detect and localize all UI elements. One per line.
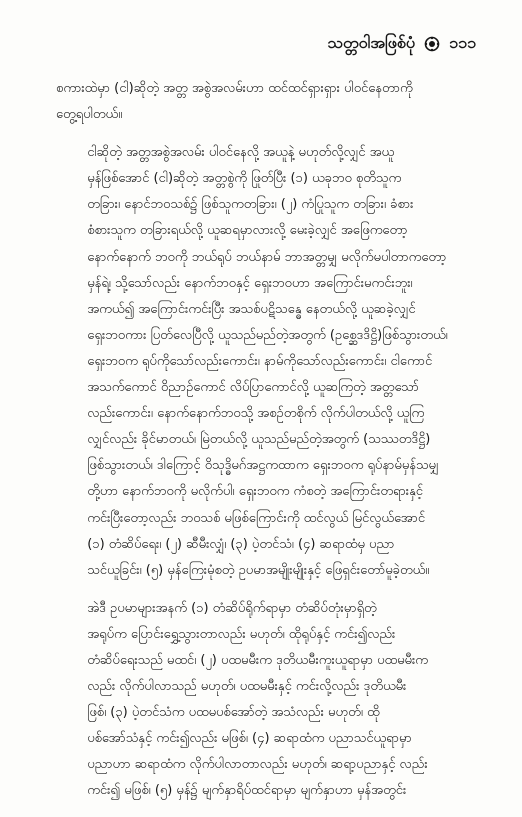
text-line: လည်းကောင်း၊ နောက်နောက်ဘဝသို့ အစဉ်တစိုက် လိုက်ပါတယ်လို့ ယူကြ — [87, 406, 425, 422]
flower-ornament-icon — [424, 36, 440, 52]
text-line: တံဆိပ်ရေးသည် မထင်၊ (၂) ပထမမီးက ဒုတိယမီးကူးယူရာမှာ ပထမမီးက — [87, 652, 428, 668]
text-line: ငါဆိုတဲ့ အတ္တအစွဲအလမ်း ပါဝင်နေလို့ အယူနဲ့ မဟုတ်လို့လျှင် အယူ — [87, 145, 395, 161]
text-line: မှန်ဖြစ်အောင် (ငါ)ဆိုတဲ့ အတ္တစွဲကို ဖြုတ်ပြီး (၁) ယခုဘဝ စုတိသူက — [87, 171, 402, 187]
text-line: ပညာဟာ ဆရာထံက လိုက်ပါလာတာလည်း မဟုတ်၊ ဆရာ့ပညာနှင့် လည်း — [87, 757, 428, 773]
text-line: တို့ဟာ နောက်ဘဝကို မလိုက်ပါ၊ ရှေးဘဝက ကံစတဲ့ အကြောင်းတရားနှင့် — [87, 484, 424, 500]
body-text — [56, 76, 476, 817]
text-line: ရှေးဘဝက ရုပ်ကိုသော်လည်းကောင်း၊ နာမ်ကိုသော်လည်းကောင်း၊ ငါကောင် — [87, 353, 433, 369]
text-line: ကင်းပြီးတော့လည်း ဘဝသစ် မဖြစ်ကြောင်းကို ထင်လွယ် မြင်လွယ်အောင် — [87, 510, 426, 526]
text-line: အကယ်၍ အကြောင်းကင်းပြီး အသစ်ပဋိသန္ဓေ နေတယ်လို့ ယူဆခဲ့လျှင် — [87, 301, 416, 317]
paragraph — [56, 596, 476, 805]
text-line: ပစ်အော်သံနှင့် ကင်း၍လည်း မဖြစ်၊ (၄) ဆရာထံက ပညာသင်ယူရာမှာ — [87, 731, 412, 747]
text-line: စကားထဲမှာ (ငါ)ဆိုတဲ့ အတ္တ အစွဲအလမ်းဟာ ထင်ထင်ရှားရှား ပါဝင်နေတာကို — [56, 81, 413, 96]
text-line: အသက်ကောင် ဝိညာဉ်ကောင် လိပ်ပြာကောင်လို့ ယူဆကြတဲ့ အတ္တသော် — [87, 380, 419, 396]
text-line: ကင်း၍ မဖြစ်၊ (၅) မှန်၌ မျက်နှာရိပ်ထင်ရာမှာ မျက်နှာဟာ မှန်အတွင်း — [87, 783, 407, 799]
text-line: စံစားသူက တခြားရယ်လို့ ယူဆရမှာလားလို့ မေးခဲ့လျှင် အဖြေကတော့ — [87, 223, 408, 239]
text-line: မှန်ရဲ့၊ သို့သော်လည်း နောက်ဘဝနှင့် ရှေးဘဝဟာ အကြောင်းမကင်းဘူး၊ — [87, 275, 413, 291]
running-header — [328, 32, 476, 56]
text-line: လည်း လိုက်ပါလာသည် မဟုတ်၊ ပထမမီးနှင့် ကင်းလို့လည်း ဒုတိယမီး — [87, 679, 407, 695]
text-line: သင်ယူခြင်း၊ (၅) မှန်ကြေးမုံစတဲ့ ဥပမာအမျိုးမျိုးနှင့် ဖြေရှင်းတော်မူခဲ့တယ်။ — [87, 562, 430, 578]
text-line: တွေ့ရပါတယ်။ — [56, 107, 123, 123]
text-line: ဖြစ်သွားတယ်၊ ဒါကြောင့် ဝိသုဒ္ဓိမဂ်အဋ္ဌကထာက ရှေးဘဝက ရုပ်နာမ်မှန်သမျှ — [87, 458, 439, 474]
text-line: အရုပ်က ပြောင်းရွှေ့သွားတာလည်း မဟုတ်၊ ထိုရုပ်နှင့် ကင်း၍လည်း — [87, 626, 396, 642]
text-line: ဖြစ်၊ (၃) ပဲ့တင်သံက ပထမပစ်အော်တဲ့ အသံလည်း မဟုတ်၊ ထို — [87, 705, 380, 721]
paragraph — [56, 76, 476, 128]
text-line: ရှေးဘဝကား ပြတ်လေပြီလို့ ယူသည်မည်တဲ့အတွက် (ဥစ္ဆေဒဒိဋ္ဌိ)ဖြစ်သွားတယ်၊ — [87, 327, 448, 343]
text-line: (၁) တံဆိပ်ရေး၊ (၂) ဆီမီးလျှံ၊ (၃) ပဲ့တင်သံ၊ (၄) ဆရာထံမှ ပညာ — [87, 536, 395, 552]
text-line: လျှင်လည်း ခိုင်မာတယ်၊ မြဲတယ်လို့ ယူသည်မည်တဲ့အတွက် (သဿတဒိဋ္ဌိ) — [87, 432, 431, 448]
text-line: တခြား၊ နောင်ဘဝသစ်၌ ဖြစ်သူကတခြား၊ (၂) ကံပြုသူက တခြား၊ ခံစား — [87, 197, 414, 213]
text-line: အဲဒီ ဥပမာများအနက် (၁) တံဆိပ်ရိုက်ရာမှာ တံဆိပ်တုံးမှာရှိတဲ့ — [87, 600, 377, 616]
paragraph — [56, 140, 476, 584]
page-number: ၁၁၁ — [449, 33, 476, 52]
text-line: နောက်နောက် ဘဝကို ဘယ်ရုပ် ဘယ်နာမ် ဘာအတ္တမျှ မလိုက်မပါတာကတော့ — [87, 249, 447, 265]
chapter-title: သတ္တဝါအဖြစ်ပုံ — [327, 33, 415, 52]
